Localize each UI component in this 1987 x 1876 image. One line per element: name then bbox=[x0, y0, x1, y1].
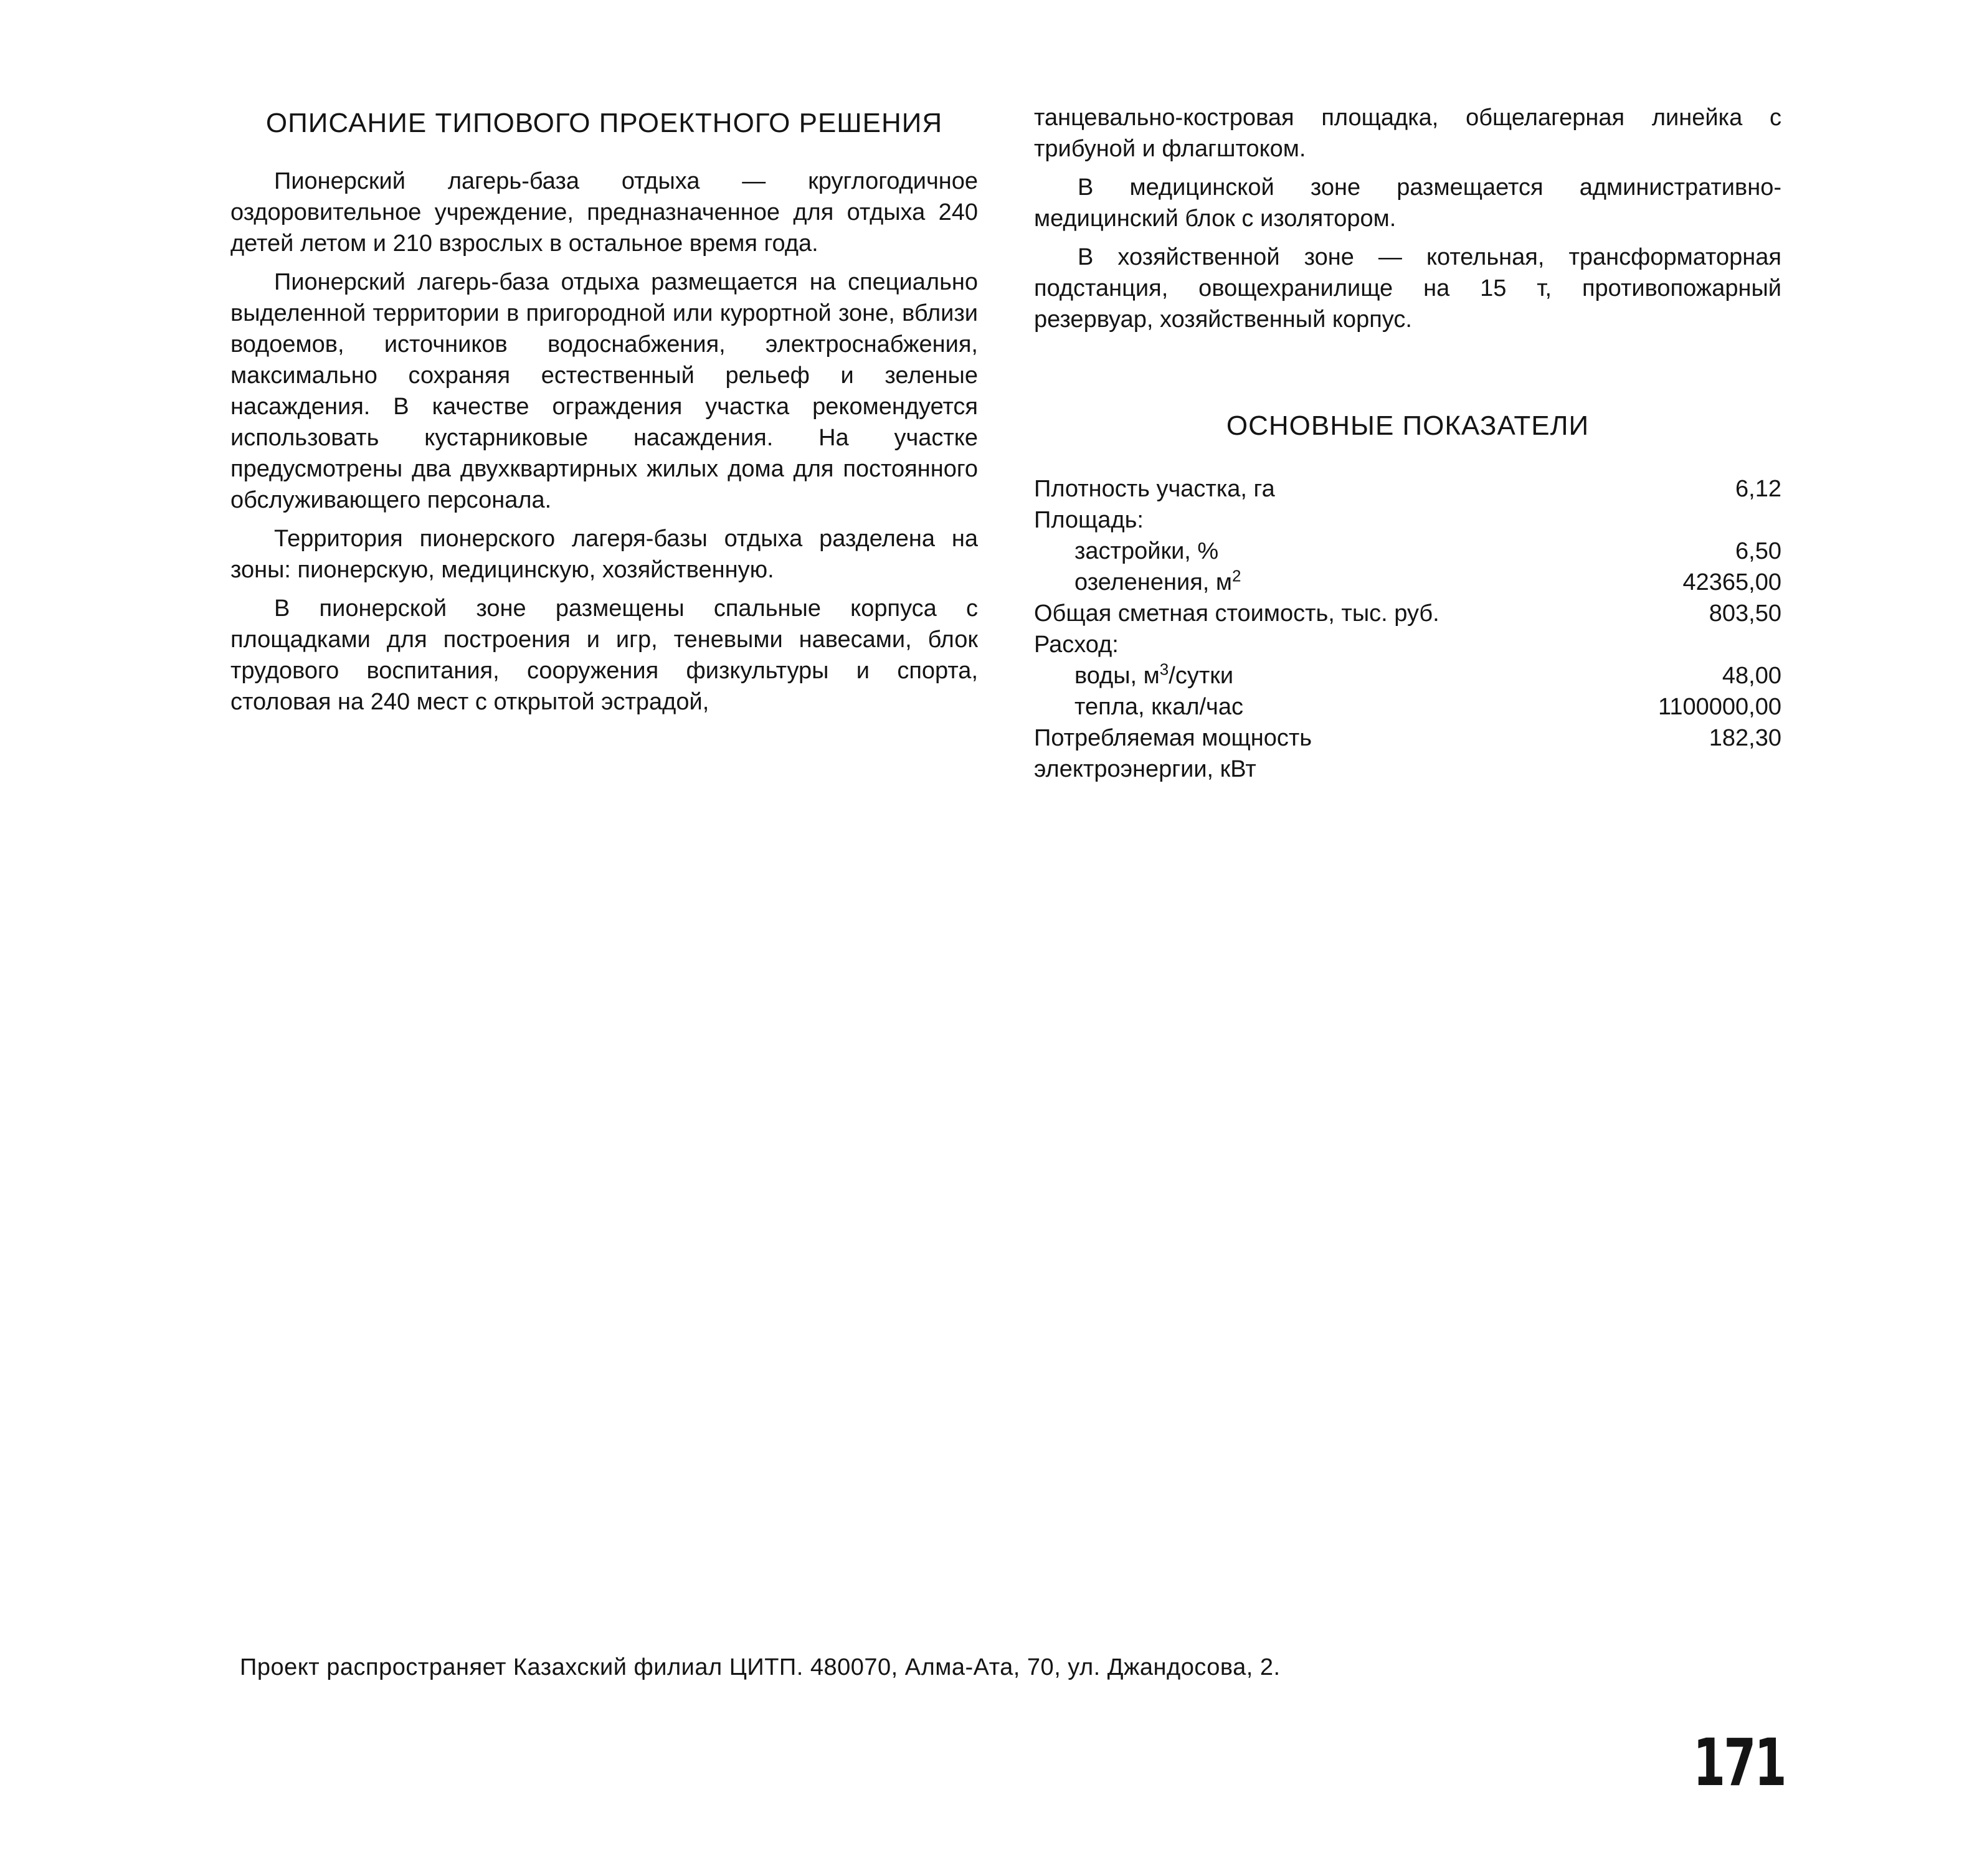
indicators-title: ОСНОВНЫЕ ПОКАЗАТЕЛИ bbox=[1226, 410, 1590, 441]
indicators-table bbox=[1034, 473, 1781, 785]
description-paragraph-4: В пионерской зоне размещены спальные корпуса с площадками для построения и игр, теневыми навесами, блок трудового воспитания, сооружения физкультуры и спорта, столовая на 240 мест с открытой эстрадой, bbox=[230, 595, 978, 715]
left-column bbox=[230, 106, 978, 725]
indicator-label: тепла, ккал/час bbox=[1074, 694, 1243, 720]
description-paragraph-2: Пионерский лагерь-база отдыха размещается на специально выделенной территории в пригородной или курортной зоне, вблизи водоемов, источников водоснабжения, электроснабжения, максимально сохраняя естественный рельеф и зеленые насаждения. В качестве ограждения участка рекомендуется использовать кустарниковые насаждения. На участке предусмотрены два двухквартирных жилых дома для постоянного обслуживающего персонала. bbox=[230, 269, 978, 513]
description-continuation: танцевально-костровая площадка, общелагерная линейка с трибуной и флагштоком. bbox=[1034, 105, 1781, 162]
indicator-value: 6,12 bbox=[1735, 476, 1781, 502]
indicator-label: Расход: bbox=[1034, 632, 1119, 658]
indicator-value: 6,50 bbox=[1735, 538, 1781, 564]
description-paragraph-1: Пионерский лагерь-база отдыха — круглогодичное оздоровительное учреждение, предназначенное для отдыха 240 детей летом и 210 взрослых в остальное время года. bbox=[230, 168, 978, 257]
indicator-row bbox=[1034, 598, 1781, 629]
indicator-label: озеленения, $м^2$ bbox=[1074, 566, 1241, 595]
indicator-row bbox=[1034, 505, 1781, 536]
description-title: ОПИСАНИЕ ТИПОВОГО ПРОЕКТНОГО РЕШЕНИЯ bbox=[265, 108, 943, 138]
indicator-row bbox=[1034, 567, 1781, 598]
indicator-value: 42365,00 bbox=[1682, 569, 1781, 595]
description-paragraph-medical: В медицинской зоне размещается административно-медицинский блок с изолятором. bbox=[1034, 174, 1781, 232]
indicator-unit-exponent: 3 bbox=[1159, 660, 1169, 679]
indicator-row bbox=[1034, 722, 1781, 754]
indicator-unit-exponent: 2 bbox=[1232, 566, 1241, 585]
indicator-label: Площадь: bbox=[1034, 507, 1144, 533]
description-paragraph-utility: В хозяйственной зоне — котельная, трансформаторная подстанция, овощехранилище на 15 т, противопожарный резервуар, хозяйственный корпус. bbox=[1034, 244, 1781, 333]
indicator-row bbox=[1034, 629, 1781, 660]
indicator-row bbox=[1034, 536, 1781, 567]
indicator-label: застройки, % bbox=[1074, 538, 1219, 564]
distributor-note: Проект распространяет Казахский филиал ЦИТП. 480070, Алма-Ата, 70, ул. Джандосова, 2. bbox=[240, 1654, 1281, 1680]
indicator-row bbox=[1034, 691, 1781, 722]
page-number: 171 bbox=[1693, 1725, 1785, 1801]
indicator-value: 182,30 bbox=[1709, 725, 1781, 751]
indicator-value: 803,50 bbox=[1709, 600, 1781, 627]
right-column bbox=[1034, 102, 1781, 785]
indicator-row bbox=[1034, 473, 1781, 505]
indicator-label: Потребляемая мощность bbox=[1034, 725, 1312, 751]
indicator-label: электроэнергии, кВт bbox=[1034, 756, 1256, 782]
indicator-value: 48,00 bbox=[1722, 663, 1781, 689]
indicator-row bbox=[1034, 660, 1781, 691]
description-paragraph-3: Территория пионерского лагеря-базы отдыха разделена на зоны: пионерскую, медицинскую, хозяйственную. bbox=[230, 526, 978, 583]
indicator-value: 1100000,00 bbox=[1658, 694, 1781, 720]
indicator-label: воды, $м^3$/сутки bbox=[1074, 660, 1234, 689]
indicator-label: Общая сметная стоимость, тыс. руб. bbox=[1034, 600, 1439, 627]
indicator-label: Плотность участка, га bbox=[1034, 476, 1275, 502]
indicator-row bbox=[1034, 754, 1781, 785]
